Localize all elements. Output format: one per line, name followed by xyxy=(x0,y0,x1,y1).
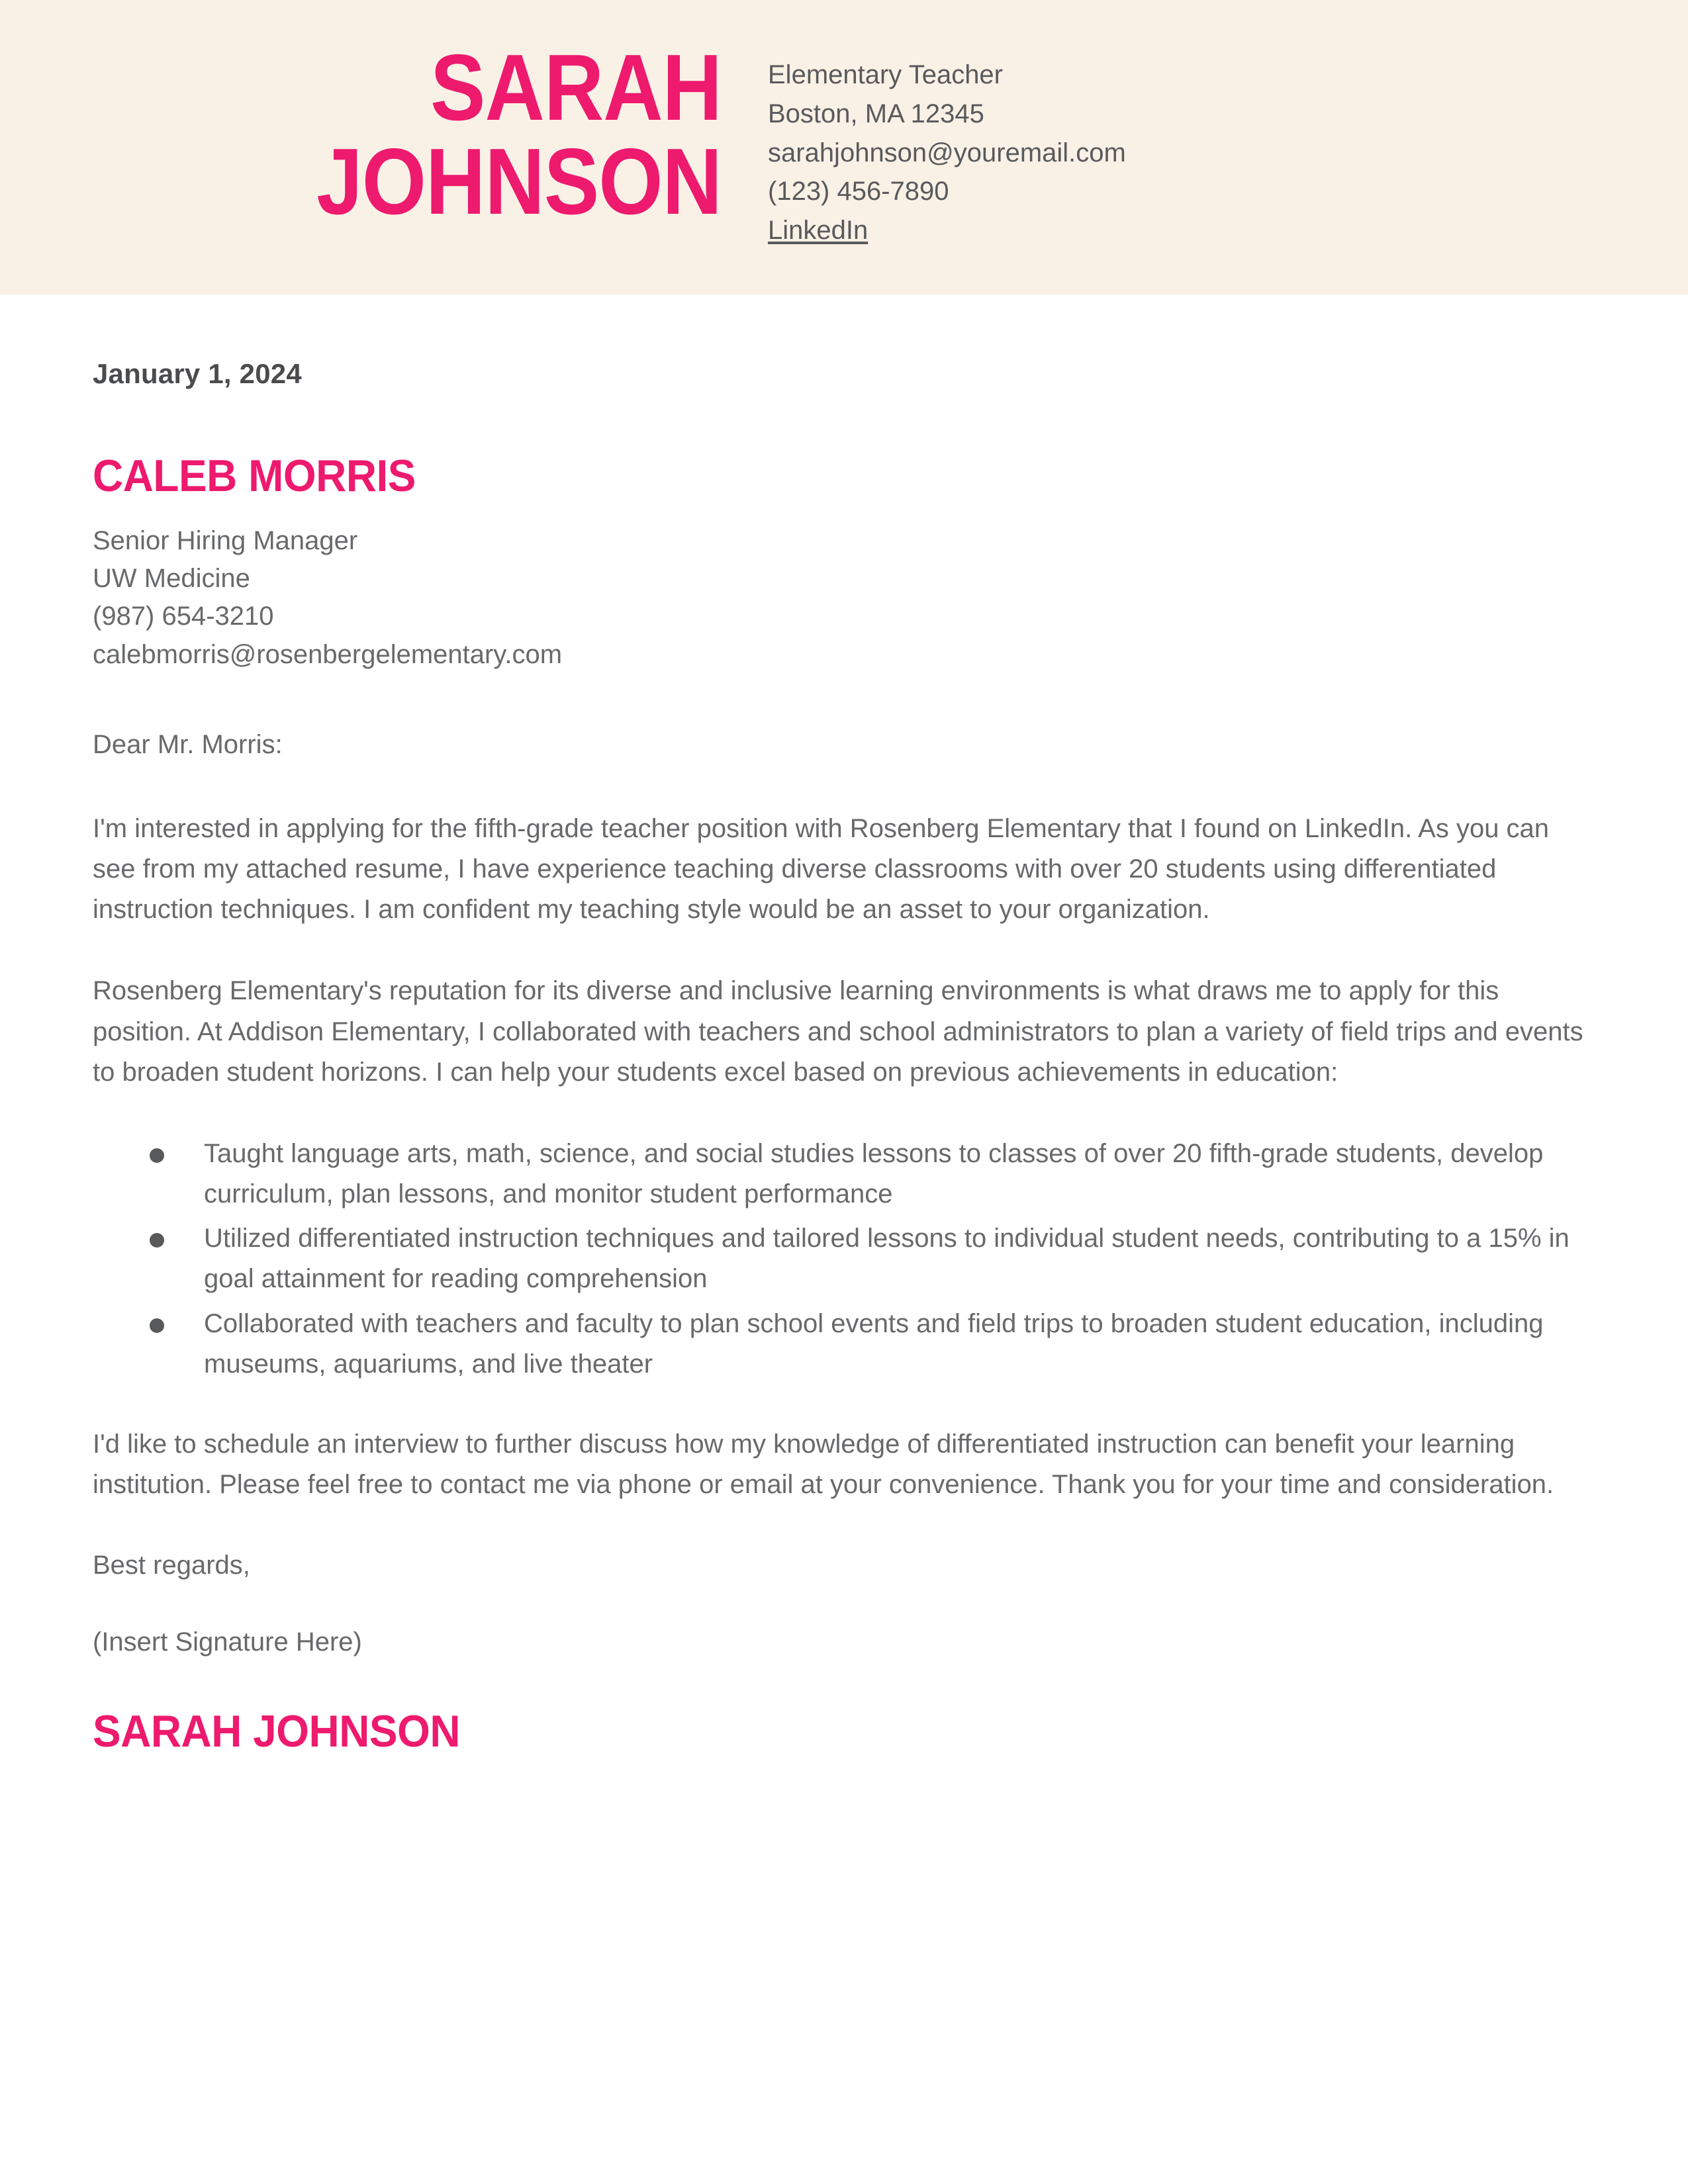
closing-paragraph: I'd like to schedule an interview to further discuss how my knowledge of differentiated instruction can benefit your learning institution. Please feel free to contact me via phone or email at your convenience. Thank you for your time and consideration. xyxy=(93,1430,1554,1500)
bullet-dot-icon xyxy=(150,1148,164,1163)
recipient-name: CALEB MORRIS xyxy=(93,451,416,501)
recipient-details xyxy=(93,522,1589,674)
list-item xyxy=(131,1304,1589,1385)
linkedin-link[interactable]: LinkedIn xyxy=(768,216,868,246)
recipient-email[interactable]: calebmorris@rosenbergelementary.com xyxy=(93,639,563,669)
achievements-list xyxy=(93,1134,1589,1385)
body-paragraph-2: Rosenberg Elementary's reputation for its diverse and inclusive learning environments is what draws me to apply for this position. At Addison Elementary, I collaborated with teachers and school administrators to plan a variety of field trips and events to broaden student horizons. I can help your students excel based on previous achievements in education: xyxy=(93,976,1583,1087)
applicant-contact-block xyxy=(768,41,1688,250)
list-item xyxy=(131,1134,1589,1214)
applicant-job-title: Elementary Teacher xyxy=(768,60,1003,89)
letter-body xyxy=(0,295,1688,1757)
recipient-title: Senior Hiring Manager xyxy=(93,526,358,555)
recipient-company: UW Medicine xyxy=(93,564,250,594)
list-item xyxy=(131,1218,1589,1299)
applicant-linkedin-line xyxy=(768,211,1688,250)
applicant-first-name: SARAH xyxy=(430,35,722,140)
applicant-location: Boston, MA 12345 xyxy=(768,99,984,128)
applicant-email[interactable]: sarahjohnson@youremail.com xyxy=(768,138,1126,167)
list-item-text: Collaborated with teachers and faculty to plan school events and field trips to broaden student education, including museums, aquariums, and live theater xyxy=(204,1308,1544,1379)
recipient-phone: (987) 654-3210 xyxy=(93,602,274,631)
list-item-text: Taught language arts, math, science, and social studies lessons to classes of over 20 fifth-grade students, develop curriculum, plan lessons, and monitor student performance xyxy=(204,1138,1544,1209)
bullet-dot-icon xyxy=(150,1233,164,1248)
list-item-text: Utilized differentiated instruction techniques and tailored lessons to individual student needs, contributing to a 15% in goal attainment for reading comprehension xyxy=(204,1224,1570,1294)
bullet-dot-icon xyxy=(150,1318,164,1333)
sign-off: Best regards, xyxy=(93,1551,250,1580)
letter-header xyxy=(0,0,1688,295)
applicant-last-name: JOHNSON xyxy=(316,129,722,234)
letter-date: January 1, 2024 xyxy=(93,358,302,389)
signature-placeholder: (Insert Signature Here) xyxy=(93,1627,362,1657)
applicant-phone: (123) 456-7890 xyxy=(768,177,949,206)
body-paragraph-1: I'm interested in applying for the fifth-grade teacher position with Rosenberg Elementary that I found on LinkedIn. As you can see from my attached resume, I have experience teaching diverse classrooms with over 20 students using differentiated instruction techniques. I am confident my teaching style would be an asset to your organization. xyxy=(93,813,1550,925)
salutation: Dear Mr. Morris: xyxy=(93,729,283,759)
applicant-name-block xyxy=(0,35,768,234)
signature-name: SARAH JOHNSON xyxy=(93,1706,461,1757)
